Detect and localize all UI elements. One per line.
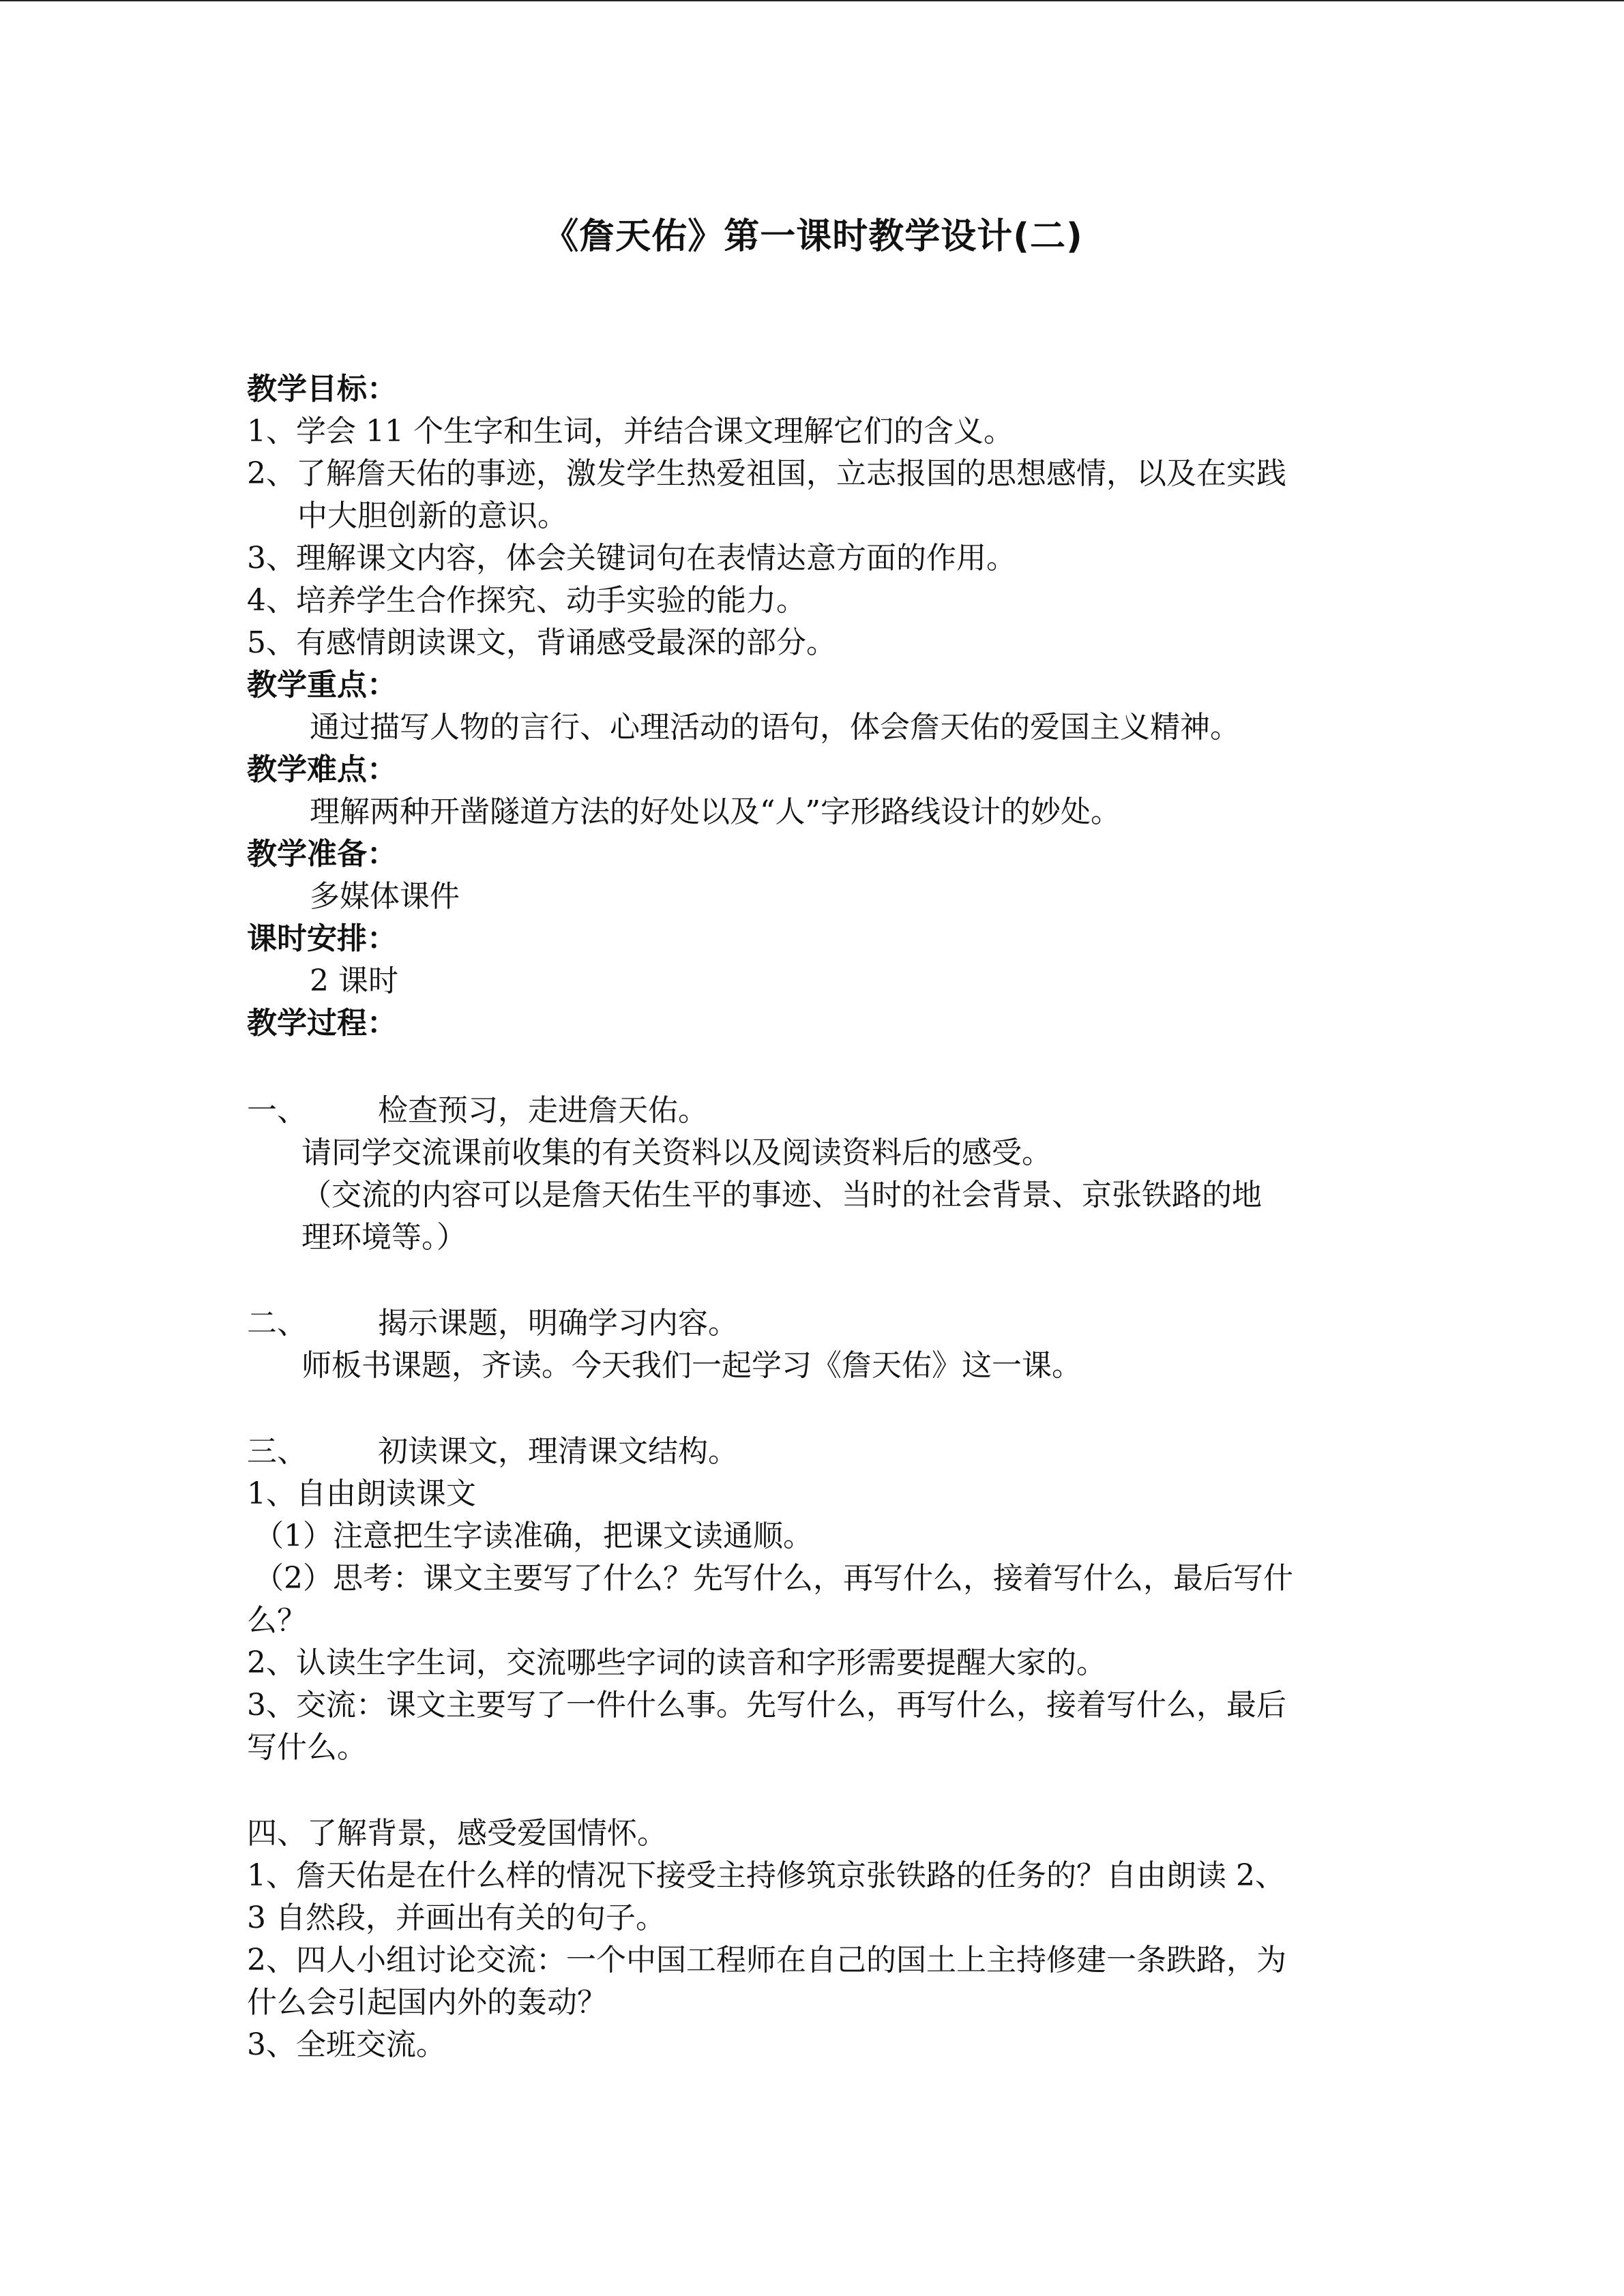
- objective-item: 3、理解课文内容，体会关键词句在表情达意方面的作用。: [247, 541, 1016, 576]
- step-title: 揭示课题，明确学习内容。: [378, 1306, 738, 1341]
- step-4-line: 1、詹天佑是在什么样的情况下接受主持修筑京张铁路的任务的？自由朗读 2、: [247, 1858, 1285, 1893]
- objectives-heading: 教学目标：: [247, 372, 397, 406]
- step-4-heading: 四、了解背景，感受爱国情怀。: [247, 1816, 667, 1851]
- key-point-heading: 教学重点：: [247, 668, 397, 702]
- preparation-heading: 教学准备：: [247, 837, 397, 871]
- objective-item: 5、有感情朗读课文，背诵感受最深的部分。: [247, 625, 836, 660]
- process-heading: 教学过程：: [247, 1006, 397, 1041]
- step-4-line: 什么会引起国内外的轰动？: [247, 1985, 607, 2020]
- step-3-line: 写什么。: [247, 1730, 367, 1765]
- step-number: 三、: [247, 1434, 307, 1469]
- step-3-line: 3、交流：课文主要写了一件什么事。先写什么，再写什么，接着写什么，最后: [247, 1688, 1286, 1723]
- objective-item-continuation: 中大胆创新的意识。: [297, 498, 567, 533]
- step-number: 二、: [247, 1306, 307, 1341]
- step-1-line: （交流的内容可以是詹天佑生平的事迹、当时的社会背景、京张铁路的地: [301, 1178, 1262, 1212]
- objective-item: 1、学会 11 个生字和生词，并结合课文理解它们的含义。: [247, 414, 1014, 449]
- objective-item: 4、培养学生合作探究、动手实验的能力。: [247, 583, 806, 618]
- objective-item: 2、了解詹天佑的事迹，激发学生热爱祖国，立志报国的思想感情，以及在实践: [247, 456, 1286, 491]
- document-title: 《詹天佑》第一课时教学设计(二): [543, 216, 1083, 257]
- step-3-line: 么？: [247, 1603, 307, 1638]
- step-2-line: 师板书课题，齐读。今天我们一起学习《詹天佑》这一课。: [301, 1348, 1082, 1383]
- difficulty-text: 理解两种开凿隧道方法的好处以及“人”字形路线设计的妙处。: [310, 794, 1121, 829]
- schedule-heading: 课时安排：: [247, 921, 397, 956]
- page-top-border: [0, 0, 1624, 1]
- preparation-text: 多媒体课件: [310, 879, 460, 914]
- step-2-heading: [247, 1302, 738, 1345]
- step-4-line: 2、四人小组讨论交流：一个中国工程师在自己的国土上主持修建一条跌路，为: [247, 1943, 1286, 1978]
- step-1-line: 请同学交流课前收集的有关资料以及阅读资料后的感受。: [301, 1135, 1052, 1170]
- step-4-line: 3 自然段，并画出有关的句子。: [247, 1900, 666, 1935]
- schedule-text: 2 课时: [310, 964, 398, 998]
- difficulty-heading: 教学难点：: [247, 752, 397, 787]
- step-1-line: 理环境等。）: [301, 1220, 467, 1255]
- step-title: 初读课文，理清课文结构。: [378, 1434, 738, 1469]
- step-3-heading: [247, 1431, 738, 1473]
- step-4-line: 3、全班交流。: [247, 2027, 446, 2062]
- step-number: 一、: [247, 1093, 307, 1128]
- step-3-line: 2、认读生字生词，交流哪些字词的读音和字形需要提醒大家的。: [247, 1645, 1106, 1680]
- step-title: 检查预习，走进詹天佑。: [378, 1093, 708, 1128]
- step-3-line: （1）注意把生字读准确，把课文读通顺。: [254, 1519, 813, 1553]
- step-3-line: （2）思考：课文主要写了什么？先写什么，再写什么，接着写什么，最后写什: [254, 1561, 1293, 1596]
- key-point-text: 通过描写人物的言行、心理活动的语句，体会詹天佑的爱国主义精神。: [310, 710, 1240, 745]
- step-3-line: 1、自由朗读课文: [247, 1476, 476, 1511]
- step-1-heading: [247, 1090, 708, 1132]
